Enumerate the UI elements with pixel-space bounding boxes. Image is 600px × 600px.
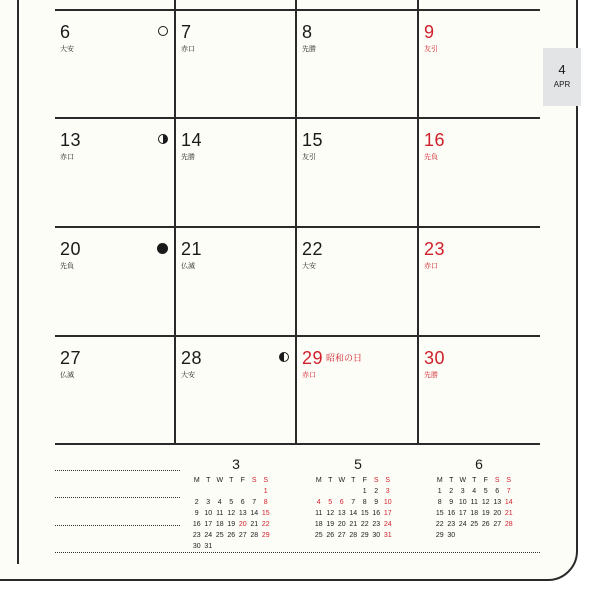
mini-day: 17 bbox=[383, 510, 392, 517]
weekday-label: T bbox=[206, 477, 211, 484]
mini-day: 20 bbox=[337, 521, 346, 528]
mini-day: 23 bbox=[192, 532, 201, 539]
rokuyo-label: 先負 bbox=[424, 154, 438, 161]
mini-week-row bbox=[434, 486, 524, 497]
mini-day bbox=[191, 486, 203, 497]
day-number: 20 bbox=[60, 239, 82, 259]
day-cell[interactable] bbox=[176, 226, 297, 335]
day-number: 6 bbox=[60, 22, 71, 42]
left-margin-line bbox=[17, 0, 19, 564]
mini-day: 11 bbox=[470, 499, 478, 506]
day-cell[interactable] bbox=[55, 226, 176, 335]
mini-day: 4 bbox=[316, 499, 321, 506]
mini-day: 15 bbox=[261, 510, 270, 517]
mini-day bbox=[325, 486, 337, 497]
weekday-label: S bbox=[263, 477, 269, 484]
mini-week-row bbox=[191, 541, 281, 552]
mini-week-row bbox=[191, 497, 281, 508]
weekday-label: S bbox=[373, 477, 379, 484]
day-cell[interactable] bbox=[55, 117, 176, 226]
bottom-notes-line[interactable] bbox=[55, 552, 540, 553]
mini-day: 26 bbox=[326, 532, 335, 539]
mini-day bbox=[237, 486, 249, 497]
mini-day: 13 bbox=[238, 510, 247, 517]
last-moon-icon bbox=[279, 352, 289, 362]
weekday-label: S bbox=[506, 477, 512, 484]
day-cell[interactable] bbox=[297, 226, 418, 335]
mini-day bbox=[214, 486, 226, 497]
mini-day: 10 bbox=[204, 510, 213, 517]
day-number: 29 bbox=[302, 348, 324, 368]
tab-month-abbr: APR bbox=[553, 80, 571, 89]
mini-day: 27 bbox=[337, 532, 346, 539]
day-cell[interactable] bbox=[176, 335, 297, 444]
day-number: 16 bbox=[424, 130, 446, 150]
full-moon-icon bbox=[158, 26, 168, 36]
mini-day: 4 bbox=[217, 499, 222, 506]
day-cell[interactable] bbox=[419, 335, 540, 444]
mini-week-row bbox=[191, 519, 281, 530]
mini-week-row bbox=[313, 486, 403, 497]
day-number: 15 bbox=[302, 130, 324, 150]
mini-day: 28 bbox=[504, 521, 513, 528]
mini-day: 25 bbox=[314, 532, 323, 539]
weekday-label: T bbox=[229, 477, 234, 484]
mini-day: 14 bbox=[504, 499, 513, 506]
mini-day: 12 bbox=[227, 510, 236, 517]
month-index-tab[interactable] bbox=[543, 48, 581, 106]
mini-day bbox=[226, 541, 238, 552]
mini-day: 14 bbox=[349, 510, 358, 517]
weekday-label: T bbox=[328, 477, 333, 484]
mini-day: 31 bbox=[383, 532, 392, 539]
day-cell[interactable] bbox=[176, 9, 297, 118]
mini-calendar-month: 6 bbox=[475, 456, 483, 472]
mini-day bbox=[249, 541, 261, 552]
mini-day: 24 bbox=[383, 521, 392, 528]
tab-month-number: 4 bbox=[558, 62, 566, 77]
mini-day: 1 bbox=[362, 488, 367, 495]
mini-day: 17 bbox=[458, 510, 467, 517]
mini-day bbox=[469, 530, 481, 541]
weekday-label: S bbox=[385, 477, 391, 484]
mini-day: 27 bbox=[238, 532, 247, 539]
mini-day: 13 bbox=[493, 499, 502, 506]
day-number: 7 bbox=[181, 22, 192, 42]
day-number: 30 bbox=[424, 348, 446, 368]
mini-day: 21 bbox=[250, 521, 259, 528]
mini-day: 18 bbox=[470, 510, 479, 517]
mini-day: 30 bbox=[447, 532, 456, 539]
mini-day: 2 bbox=[449, 488, 454, 495]
weekday-label: T bbox=[472, 477, 477, 484]
mini-day: 10 bbox=[458, 499, 467, 506]
weekday-label: M bbox=[193, 477, 200, 484]
day-number: 14 bbox=[181, 130, 203, 150]
mini-day: 20 bbox=[493, 510, 502, 517]
day-cell[interactable] bbox=[297, 335, 418, 444]
mini-day: 13 bbox=[337, 510, 346, 517]
mini-day: 8 bbox=[263, 499, 268, 506]
mini-day: 30 bbox=[372, 532, 381, 539]
mini-calendar bbox=[434, 457, 524, 541]
rokuyo-label: 仏滅 bbox=[181, 263, 195, 270]
mini-week-row bbox=[313, 508, 403, 519]
mini-day: 7 bbox=[351, 499, 356, 506]
mini-day: 6 bbox=[240, 499, 245, 506]
mini-day: 3 bbox=[385, 488, 390, 495]
mini-calendar-month: 3 bbox=[232, 456, 240, 472]
mini-day: 1 bbox=[437, 488, 442, 495]
mini-day: 7 bbox=[252, 499, 257, 506]
mini-day bbox=[260, 541, 272, 552]
mini-day: 24 bbox=[204, 532, 213, 539]
mini-day: 17 bbox=[204, 521, 213, 528]
mini-day: 22 bbox=[261, 521, 270, 528]
mini-day: 18 bbox=[215, 521, 224, 528]
weekday-label: F bbox=[240, 477, 245, 484]
mini-day: 5 bbox=[328, 499, 333, 506]
mini-day: 6 bbox=[495, 488, 500, 495]
mini-day: 15 bbox=[360, 510, 369, 517]
day-number: 23 bbox=[424, 239, 446, 259]
mini-day: 26 bbox=[481, 521, 490, 528]
mini-day: 9 bbox=[449, 499, 454, 506]
mini-day bbox=[249, 486, 261, 497]
weekday-label: W bbox=[459, 477, 467, 484]
mini-day: 11 bbox=[315, 510, 323, 517]
mini-day: 10 bbox=[383, 499, 392, 506]
rokuyo-label: 赤口 bbox=[60, 154, 74, 161]
mini-day: 19 bbox=[326, 521, 335, 528]
rokuyo-label: 赤口 bbox=[424, 263, 438, 270]
mini-day: 18 bbox=[314, 521, 323, 528]
rokuyo-label: 赤口 bbox=[181, 46, 195, 53]
mini-day bbox=[492, 530, 504, 541]
notes-line[interactable] bbox=[55, 470, 180, 471]
mini-week-row bbox=[434, 530, 524, 541]
mini-day: 12 bbox=[326, 510, 335, 517]
mini-day: 24 bbox=[458, 521, 467, 528]
mini-week-row bbox=[191, 508, 281, 519]
weekday-header bbox=[191, 475, 281, 486]
mini-day bbox=[203, 486, 215, 497]
day-number: 28 bbox=[181, 348, 203, 368]
mini-day: 12 bbox=[481, 499, 490, 506]
mini-day bbox=[313, 486, 325, 497]
mini-day: 2 bbox=[194, 499, 199, 506]
mini-day bbox=[503, 530, 515, 541]
mini-day: 19 bbox=[481, 510, 490, 517]
mini-day: 6 bbox=[339, 499, 344, 506]
mini-day: 9 bbox=[374, 499, 379, 506]
mini-day bbox=[457, 530, 469, 541]
mini-day: 7 bbox=[506, 488, 511, 495]
rokuyo-label: 友引 bbox=[424, 46, 438, 53]
day-cell[interactable] bbox=[55, 9, 176, 118]
mini-day: 25 bbox=[470, 521, 479, 528]
mini-day: 4 bbox=[472, 488, 477, 495]
weekday-label: M bbox=[315, 477, 322, 484]
mini-day bbox=[214, 541, 226, 552]
day-cell[interactable] bbox=[419, 117, 540, 226]
rokuyo-label: 友引 bbox=[302, 154, 316, 161]
day-cell[interactable] bbox=[176, 117, 297, 226]
rokuyo-label: 赤口 bbox=[302, 372, 316, 379]
mini-day: 22 bbox=[435, 521, 444, 528]
mini-day: 3 bbox=[460, 488, 465, 495]
weekday-label: S bbox=[494, 477, 500, 484]
rokuyo-label: 先勝 bbox=[424, 372, 438, 379]
rokuyo-label: 大安 bbox=[181, 372, 195, 379]
mini-day: 27 bbox=[493, 521, 502, 528]
day-number: 22 bbox=[302, 239, 324, 259]
day-cell[interactable] bbox=[55, 335, 176, 444]
mini-week-row bbox=[313, 530, 403, 541]
mini-day: 9 bbox=[194, 510, 199, 517]
notes-line[interactable] bbox=[55, 497, 180, 498]
mini-day: 19 bbox=[227, 521, 236, 528]
mini-day: 16 bbox=[372, 510, 381, 517]
mini-day: 22 bbox=[360, 521, 369, 528]
mini-day: 16 bbox=[447, 510, 456, 517]
mini-day bbox=[480, 530, 492, 541]
day-cell[interactable] bbox=[297, 117, 418, 226]
day-number: 13 bbox=[60, 130, 82, 150]
mini-week-row bbox=[191, 486, 281, 497]
weekday-label: F bbox=[483, 477, 488, 484]
weekday-header bbox=[434, 475, 524, 486]
mini-day: 11 bbox=[216, 510, 224, 517]
mini-calendar bbox=[191, 457, 281, 552]
mini-day: 29 bbox=[261, 532, 270, 539]
mini-day: 28 bbox=[349, 532, 358, 539]
mini-day bbox=[226, 486, 238, 497]
mini-week-row bbox=[434, 519, 524, 530]
mini-week-row bbox=[191, 530, 281, 541]
day-number: 21 bbox=[181, 239, 203, 259]
weekday-label: T bbox=[351, 477, 356, 484]
weekday-label: T bbox=[449, 477, 454, 484]
mini-day: 16 bbox=[192, 521, 201, 528]
mini-day: 31 bbox=[204, 543, 213, 550]
mini-day: 5 bbox=[483, 488, 488, 495]
mini-day: 23 bbox=[372, 521, 381, 528]
mini-day: 26 bbox=[227, 532, 236, 539]
mini-calendar bbox=[313, 457, 403, 541]
mini-day bbox=[336, 486, 348, 497]
mini-day: 29 bbox=[360, 532, 369, 539]
mini-day bbox=[348, 486, 360, 497]
mini-week-row bbox=[313, 519, 403, 530]
notes-line[interactable] bbox=[55, 525, 180, 526]
mini-day: 1 bbox=[263, 488, 268, 495]
month-grid bbox=[55, 0, 540, 445]
mini-week-row bbox=[434, 508, 524, 519]
rokuyo-label: 大安 bbox=[60, 46, 74, 53]
weekday-header bbox=[313, 475, 403, 486]
day-number: 27 bbox=[60, 348, 82, 368]
rokuyo-label: 仏滅 bbox=[60, 372, 74, 379]
mini-week-row bbox=[434, 497, 524, 508]
mini-day: 8 bbox=[437, 499, 442, 506]
mini-day: 28 bbox=[250, 532, 259, 539]
mini-calendar-month: 5 bbox=[354, 456, 362, 472]
mini-day: 23 bbox=[447, 521, 456, 528]
day-number: 9 bbox=[424, 22, 435, 42]
weekday-label: F bbox=[362, 477, 367, 484]
mini-day: 21 bbox=[504, 510, 513, 517]
rokuyo-label: 先勝 bbox=[181, 154, 195, 161]
rokuyo-label: 大安 bbox=[302, 263, 316, 270]
mini-day: 30 bbox=[192, 543, 201, 550]
mini-day: 5 bbox=[229, 499, 234, 506]
mini-day: 15 bbox=[435, 510, 444, 517]
day-number: 8 bbox=[302, 22, 313, 42]
day-cell[interactable] bbox=[297, 9, 418, 118]
rokuyo-label: 先勝 bbox=[302, 46, 316, 53]
mini-day: 29 bbox=[435, 532, 444, 539]
weekday-label: S bbox=[251, 477, 257, 484]
mini-day: 25 bbox=[215, 532, 224, 539]
day-cell[interactable] bbox=[419, 226, 540, 335]
weekday-label: W bbox=[338, 477, 346, 484]
mini-day: 14 bbox=[250, 510, 259, 517]
mini-day: 3 bbox=[206, 499, 211, 506]
holiday-name: 昭和の日 bbox=[326, 353, 363, 363]
mini-week-row bbox=[313, 497, 403, 508]
new-moon-icon bbox=[157, 243, 168, 254]
mini-day bbox=[237, 541, 249, 552]
first-moon-icon bbox=[158, 134, 168, 144]
day-cell[interactable] bbox=[419, 9, 540, 118]
weekday-label: W bbox=[216, 477, 224, 484]
mini-day: 21 bbox=[349, 521, 358, 528]
mini-day: 8 bbox=[362, 499, 367, 506]
rokuyo-label: 先負 bbox=[60, 263, 74, 270]
mini-day: 2 bbox=[374, 488, 379, 495]
weekday-label: M bbox=[436, 477, 443, 484]
mini-day: 20 bbox=[238, 521, 247, 528]
